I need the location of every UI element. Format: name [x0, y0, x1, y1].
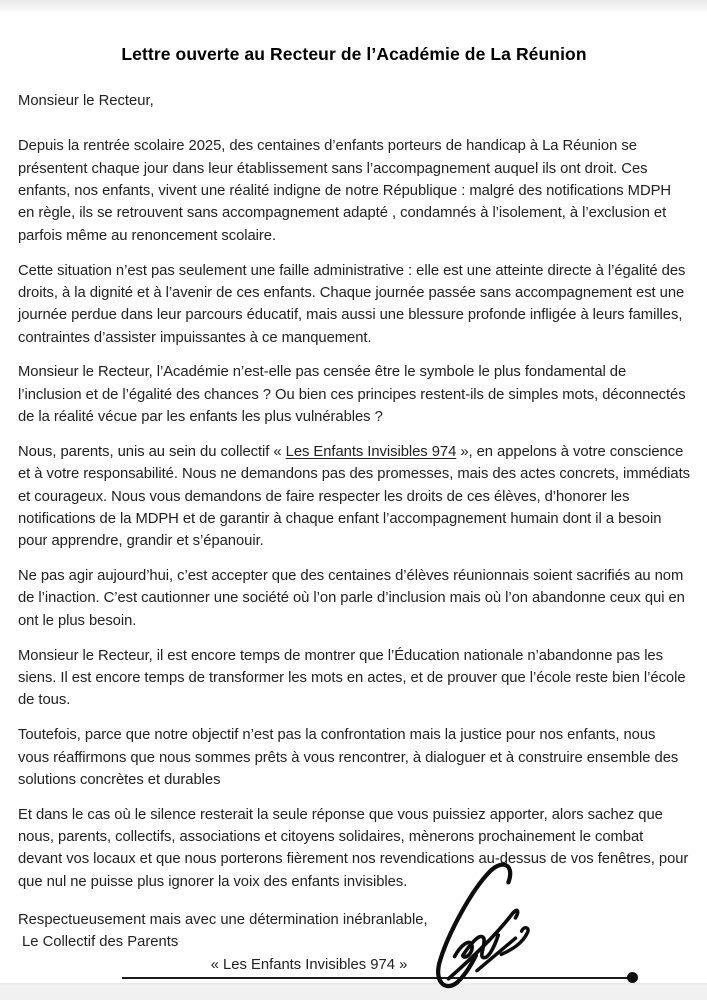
footer-rule	[122, 977, 628, 979]
paragraph-1: Depuis la rentrée scolaire 2025, des centaines d’enfants porteurs de handicap à La Réunion se présentent chaque jour dans leur établissement sans l’accompagnement auquel ils ont droit. Ces enfants, nos enfants, vivent une réalité indigne de notre République : malgré des notifications MDPH en règle, ils se retrouvent sans accompagnement adapté , condamnés à l’isolement, à l’exclusion et parfois même au renoncement scolaire.	[18, 138, 672, 244]
collective-name-link[interactable]: Les Enfants Invisibles 974	[285, 443, 457, 460]
greeting-line: Monsieur le Recteur,	[18, 93, 154, 109]
handwritten-signature	[420, 858, 544, 992]
paragraph-7: Toutefois, parce que notre objectif n’est pas la confrontation mais la justice pour nos enfants, nous vous réaffirmons que nous sommes prêts à vous rencontrer, à dialoguer et à construire ensemble des solutions concrètes et durables	[18, 727, 679, 788]
closing-block	[18, 909, 690, 976]
paragraph-5: Ne pas agir aujourd’hui, c’est accepter que des centaines d’élèves réunionnais soient sacrifiés au nom de l’inaction. C’est cautionner une société où l’on parle d’inclusion mais où l’on abandonne ceux qui en ont le plus besoin.	[18, 568, 685, 629]
paragraph-4-text-before: Nous, parents, unis au sein du collectif «	[18, 443, 286, 460]
paragraph-4-text-after: », en appelons à votre conscience et à votre responsabilité. Nous ne demandons pas des promesses, mais des actes concrets, immédiats et courageux. Nous vous demandons de faire respecter les droits de ces élèves, d’honorer les notifications de la MDPH et de garantir à chaque enfant l’accompagnement humain dont il a besoin pour apprendre, grandir et s’épanouir.	[18, 443, 690, 550]
closing-signatory: Le Collectif des Parents	[22, 934, 179, 951]
letter-title: Lettre ouverte au Recteur de l’Académie de La Réunion	[121, 44, 587, 64]
paragraph-6: Monsieur le Recteur, il est encore temps de montrer que l’Éducation nationale n’abandonne pas les siens. Il est encore temps de transformer les mots en actes, et de prouver que l’école reste bien l’école de tous.	[18, 647, 686, 709]
paragraph-4	[18, 441, 690, 553]
paragraph-3: Monsieur le Recteur, l’Académie n’est-elle pas censée être le symbole le plus fondamental de l’inclusion et de l’égalité des chances ? Ou bien ces principes restent-ils de simples mots, déconnectés de la réalité vécue par les enfants les plus vulnérables ?	[18, 364, 686, 426]
paragraph-8: Et dans le cas où le silence resterait la seule réponse que vous puissiez apporter, alors sachez que nous, parents, collectifs, associations et citoyens solidaires, mènerons prochainement le combat devant vos locaux et que nous porterons fièrement nos revendications au-dessus de vos fenêtres, pour que nul ne puisse plus ignorer la voix des enfants invisibles.	[18, 806, 689, 890]
closing-collective-name: « Les Enfants Invisibles 974 »	[210, 956, 408, 973]
paragraph-2: Cette situation n’est pas seulement une faille administrative : elle est une atteinte directe à l’égalité des droits, à la dignité et à l’avenir de ces enfants. Chaque journée passée sans accompagnement est une journée perdue dans leur parcours éducatif, mais aussi une blessure profonde infligée à leurs familles, contraintes d’assister impuissantes à ce manquement.	[18, 262, 686, 346]
closing-salutation: Respectueusement mais avec une détermination inébranlable,	[18, 912, 428, 929]
bottom-edge-shade	[0, 983, 707, 1000]
footer-dot	[627, 972, 638, 983]
